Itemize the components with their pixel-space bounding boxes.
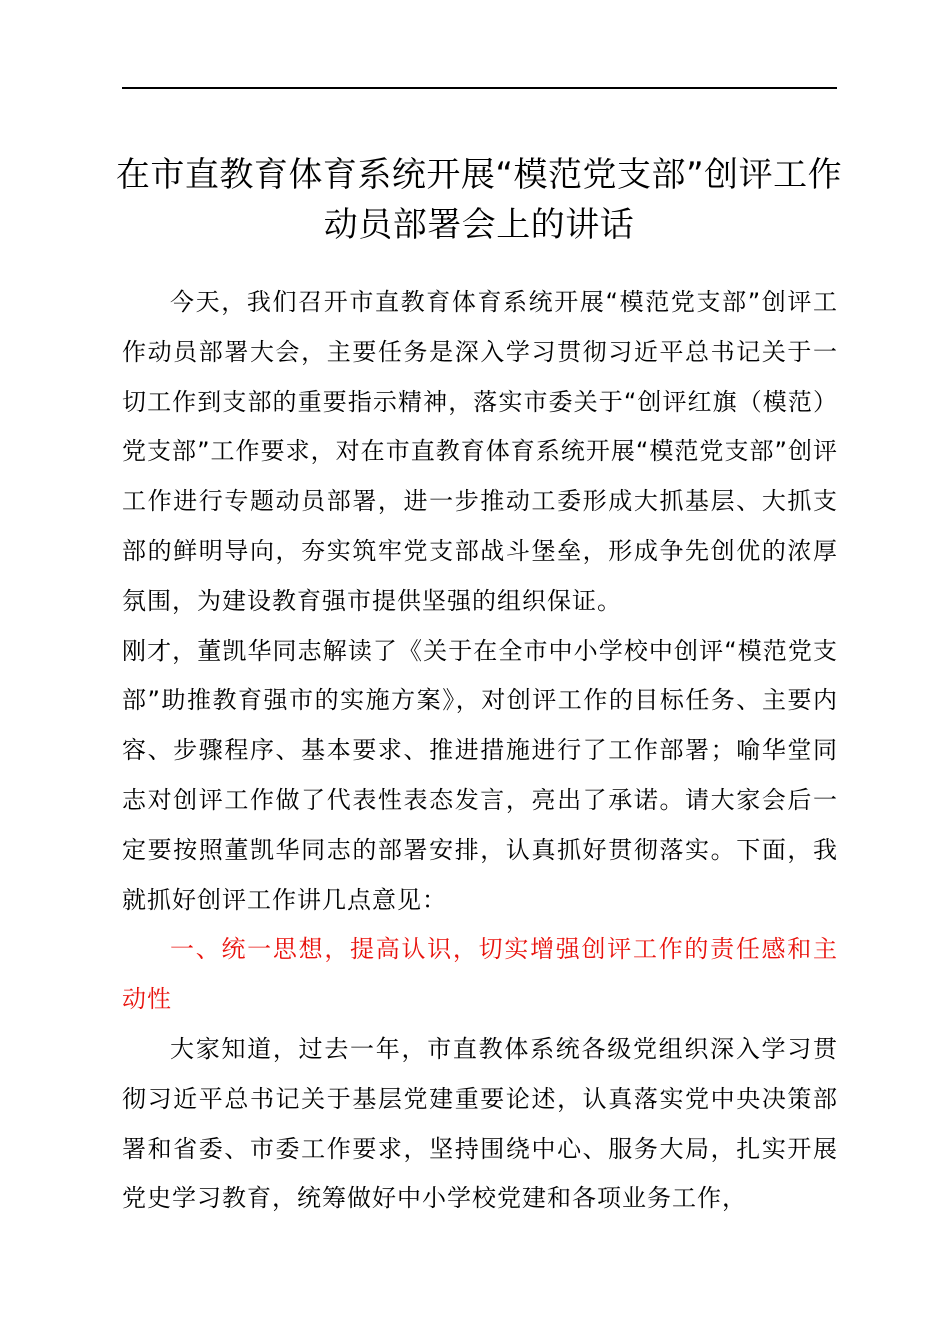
- section-heading: 一、统一思想，提高认识，切实增强创评工作的责任感和主动性: [122, 935, 838, 1014]
- paragraph-section-one: 大家知道，过去一年，市直教体系统各级党组织深入学习贯彻习近平总书记关于基层党建重要论述，认真落实党中央决策部署和省委、市委工作要求，坚持围绕中心、服务大局，扎实开展党史学习教育，统筹做好中小学校党建和各项业务工作，: [122, 1034, 838, 1213]
- document-body: [122, 278, 838, 1224]
- paragraph-opening: 今天，我们召开市直教育体育系统开展“模范党支部”创评工作动员部署大会，主要任务是深入学习贯彻习近平总书记关于一切工作到支部的重要指示精神，落实市委关于“创评红旗（模范）党支部”工作要求，对在市直教育体育系统开展“模范党支部”创评工作进行专题动员部署，进一步推动工委形成大抓基层、大抓支部的鲜明导向，夯实筑牢党支部战斗堡垒，形成争先创优的浓厚氛围，为建设教育强市提供坚强的组织保证。: [122, 288, 838, 615]
- header-rule: [122, 87, 837, 89]
- paragraph-review: 刚才，董凯华同志解读了《关于在全市中小学校中创评“模范党支部”助推教育强市的实施方案》，对创评工作的目标任务、主要内容、步骤程序、基本要求、推进措施进行了工作部署；喻华堂同志对创评工作做了代表性表态发言，亮出了承诺。请大家会后一定要按照董凯华同志的部署安排，认真抓好贯彻落实。下面，我就抓好创评工作讲几点意见：: [122, 636, 838, 914]
- document-title: 在市直教育体育系统开展“模范党支部”创评工作动员部署会上的讲话: [115, 155, 843, 245]
